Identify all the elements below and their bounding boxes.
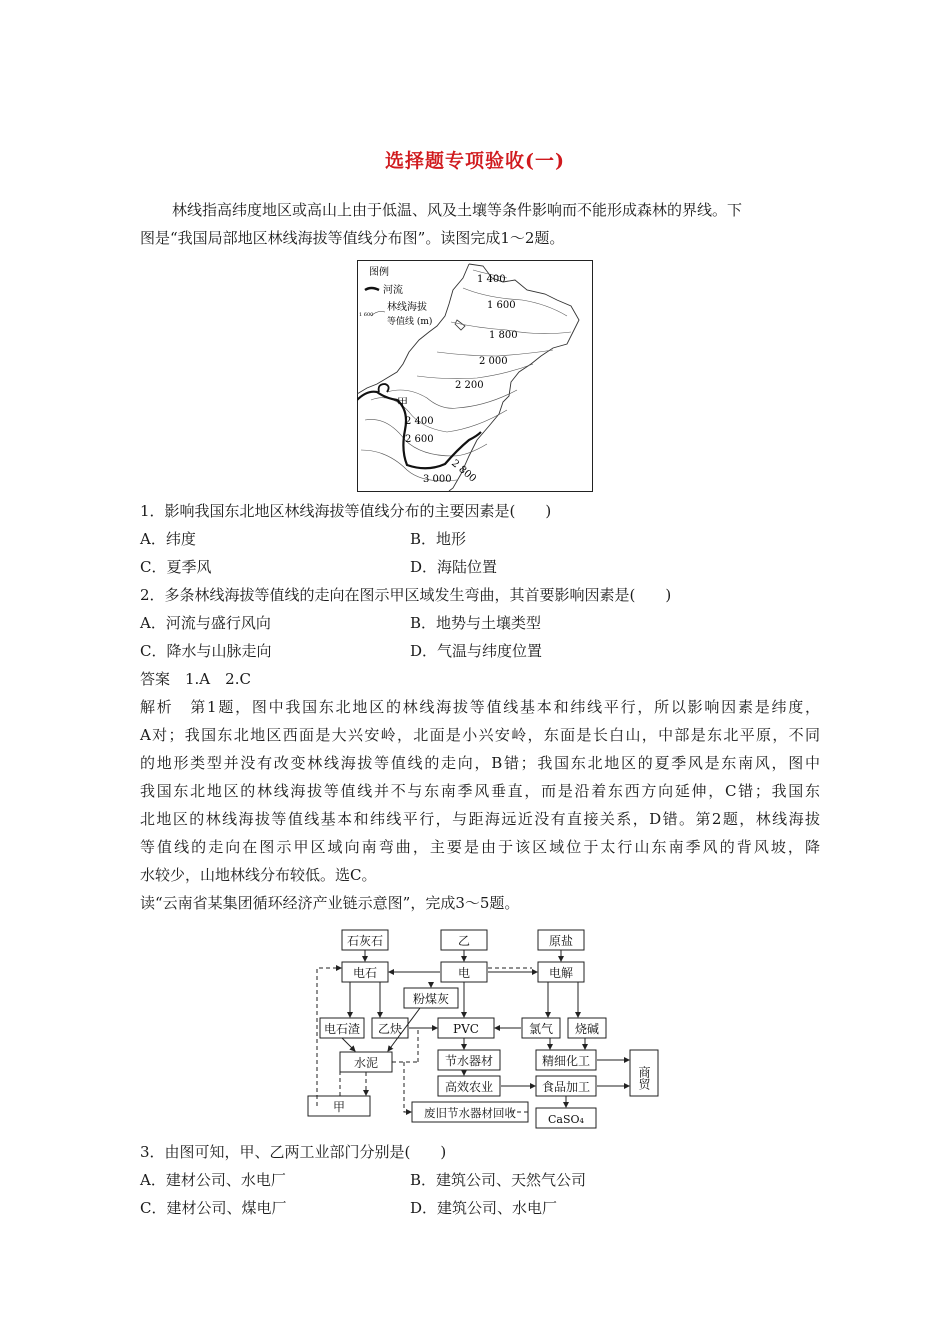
intro-line-2: 图是“我国局部地区林线海拔等值线分布图”。读图完成1～2题。 (140, 229, 565, 247)
page-title: 选择题专项验收(一) (385, 150, 565, 172)
q3-stem: 3．由图可知，甲、乙两工业部门分别是( ) (140, 1143, 447, 1161)
contour-label: 2 400 (405, 416, 434, 427)
label-luqi: 氯气 (528, 1022, 554, 1036)
contour-label: 2 600 (405, 434, 434, 445)
label-yique: 乙炔 (377, 1022, 403, 1036)
q2-option-b: B．地势与土壤类型 (410, 614, 542, 632)
q3-option-d: D．建筑公司、水电厂 (410, 1199, 558, 1217)
q2-option-c: C．降水与山脉走向 (140, 642, 272, 660)
analysis-line: 我国东北地区的林线海拔等值线并不与东南季风垂直，而是沿着东西方向延伸，C错；我国东 (140, 782, 820, 800)
region-label-jia: 甲 (397, 396, 408, 409)
label-shuini: 水泥 (353, 1056, 379, 1070)
q2-stem: 2．多条林线海拔等值线的走向在图示甲区域发生弯曲，其首要影响因素是( ) (140, 586, 672, 604)
legend-title: 图例 (369, 267, 389, 278)
label-shihuishi: 石灰石 (346, 934, 384, 948)
label-dianjie: 电解 (548, 966, 574, 980)
legend-river: 河流 (383, 285, 403, 296)
analysis-line: 解析 第1题，图中我国东北地区的林线海拔等值线基本和纬线平行，所以影响因素是纬度， (140, 698, 820, 716)
label-jieshui: 节水器材 (444, 1054, 494, 1068)
label-dianshizha: 电石渣 (323, 1022, 361, 1036)
q3-option-b: B．建筑公司、天然气公司 (410, 1171, 587, 1189)
contour-label: 1 400 (477, 274, 506, 285)
legend-contour-1: 林线海拔 (387, 302, 427, 313)
analysis-line: 等值线的走向在图示甲区域向南弯曲，主要是由于该区域位于太行山东南季风的背风坡，降 (140, 838, 820, 856)
contour-label: 2 800 (449, 457, 479, 485)
analysis-line: 北地区的林线海拔等值线基本和纬线平行，与距海远近没有直接关系，D错。第2题，林线海拔 (140, 810, 820, 828)
contour-label: 3 000 (423, 474, 452, 485)
contour-label: 2 000 (479, 356, 508, 367)
label-shaojian: 烧碱 (574, 1022, 600, 1036)
q3-option-c: C．建材公司、煤电厂 (140, 1199, 287, 1217)
label-shipin: 食品加工 (541, 1080, 591, 1094)
legend-contour-2: 等值线 (m) (387, 317, 433, 327)
q1-option-d: D．海陆位置 (410, 558, 498, 576)
label-shangmao: 商贸 (637, 1066, 651, 1090)
label-dianshi: 电石 (352, 966, 378, 980)
analysis-line: A对；我国东北地区西面是大兴安岭，北面是小兴安岭，东面是长白山，中部是东北平原，不同 (140, 726, 820, 744)
q2-option-d: D．气温与纬度位置 (410, 642, 543, 660)
label-pvc: PVC (453, 1022, 479, 1036)
q1-option-c: C．夏季风 (140, 558, 212, 576)
contour-label: 2 200 (455, 380, 484, 391)
q2-option-a: A．河流与盛行风向 (140, 614, 271, 632)
label-caso4: CaSO₄ (548, 1113, 584, 1126)
contour-label: 1 600 (487, 300, 516, 311)
label-gaoxiao: 高效农业 (444, 1080, 494, 1094)
analysis-line: 水较少，山地林线分布较低。选C。 (140, 866, 377, 884)
label-jingxi: 精细化工 (541, 1054, 591, 1068)
intro-line-1: 林线指高纬度地区或高山上由于低温、风及土壤等条件影响而不能形成森林的界线。下 (172, 201, 743, 219)
industry-chain-diagram (300, 924, 662, 1132)
intro-2: 读“云南省某集团循环经济产业链示意图”，完成3～5题。 (140, 894, 520, 912)
legend-line-sample: 1 600 (359, 312, 374, 318)
contour-label: 1 800 (489, 330, 518, 341)
label-feijiu: 废旧节水器材回收 (424, 1106, 516, 1120)
q1-option-b: B．地形 (410, 530, 467, 548)
label-dian: 电 (457, 966, 471, 980)
q1-option-a: A．纬度 (140, 530, 196, 548)
forest-line-map (357, 260, 593, 492)
label-fenmeihui: 粉煤灰 (412, 992, 450, 1006)
q1-stem: 1．影响我国东北地区林线海拔等值线分布的主要因素是( ) (140, 502, 552, 520)
label-yuanyan: 原盐 (548, 934, 574, 948)
q3-option-a: A．建材公司、水电厂 (140, 1171, 286, 1189)
analysis-line: 的地形类型并没有改变林线海拔等值线的走向，B错；我国东北地区的夏季风是东南风，图中 (140, 754, 820, 772)
answer-line: 答案 1.A 2.C (140, 670, 251, 688)
label-jia: 甲 (332, 1100, 346, 1114)
label-yi: 乙 (457, 934, 471, 948)
